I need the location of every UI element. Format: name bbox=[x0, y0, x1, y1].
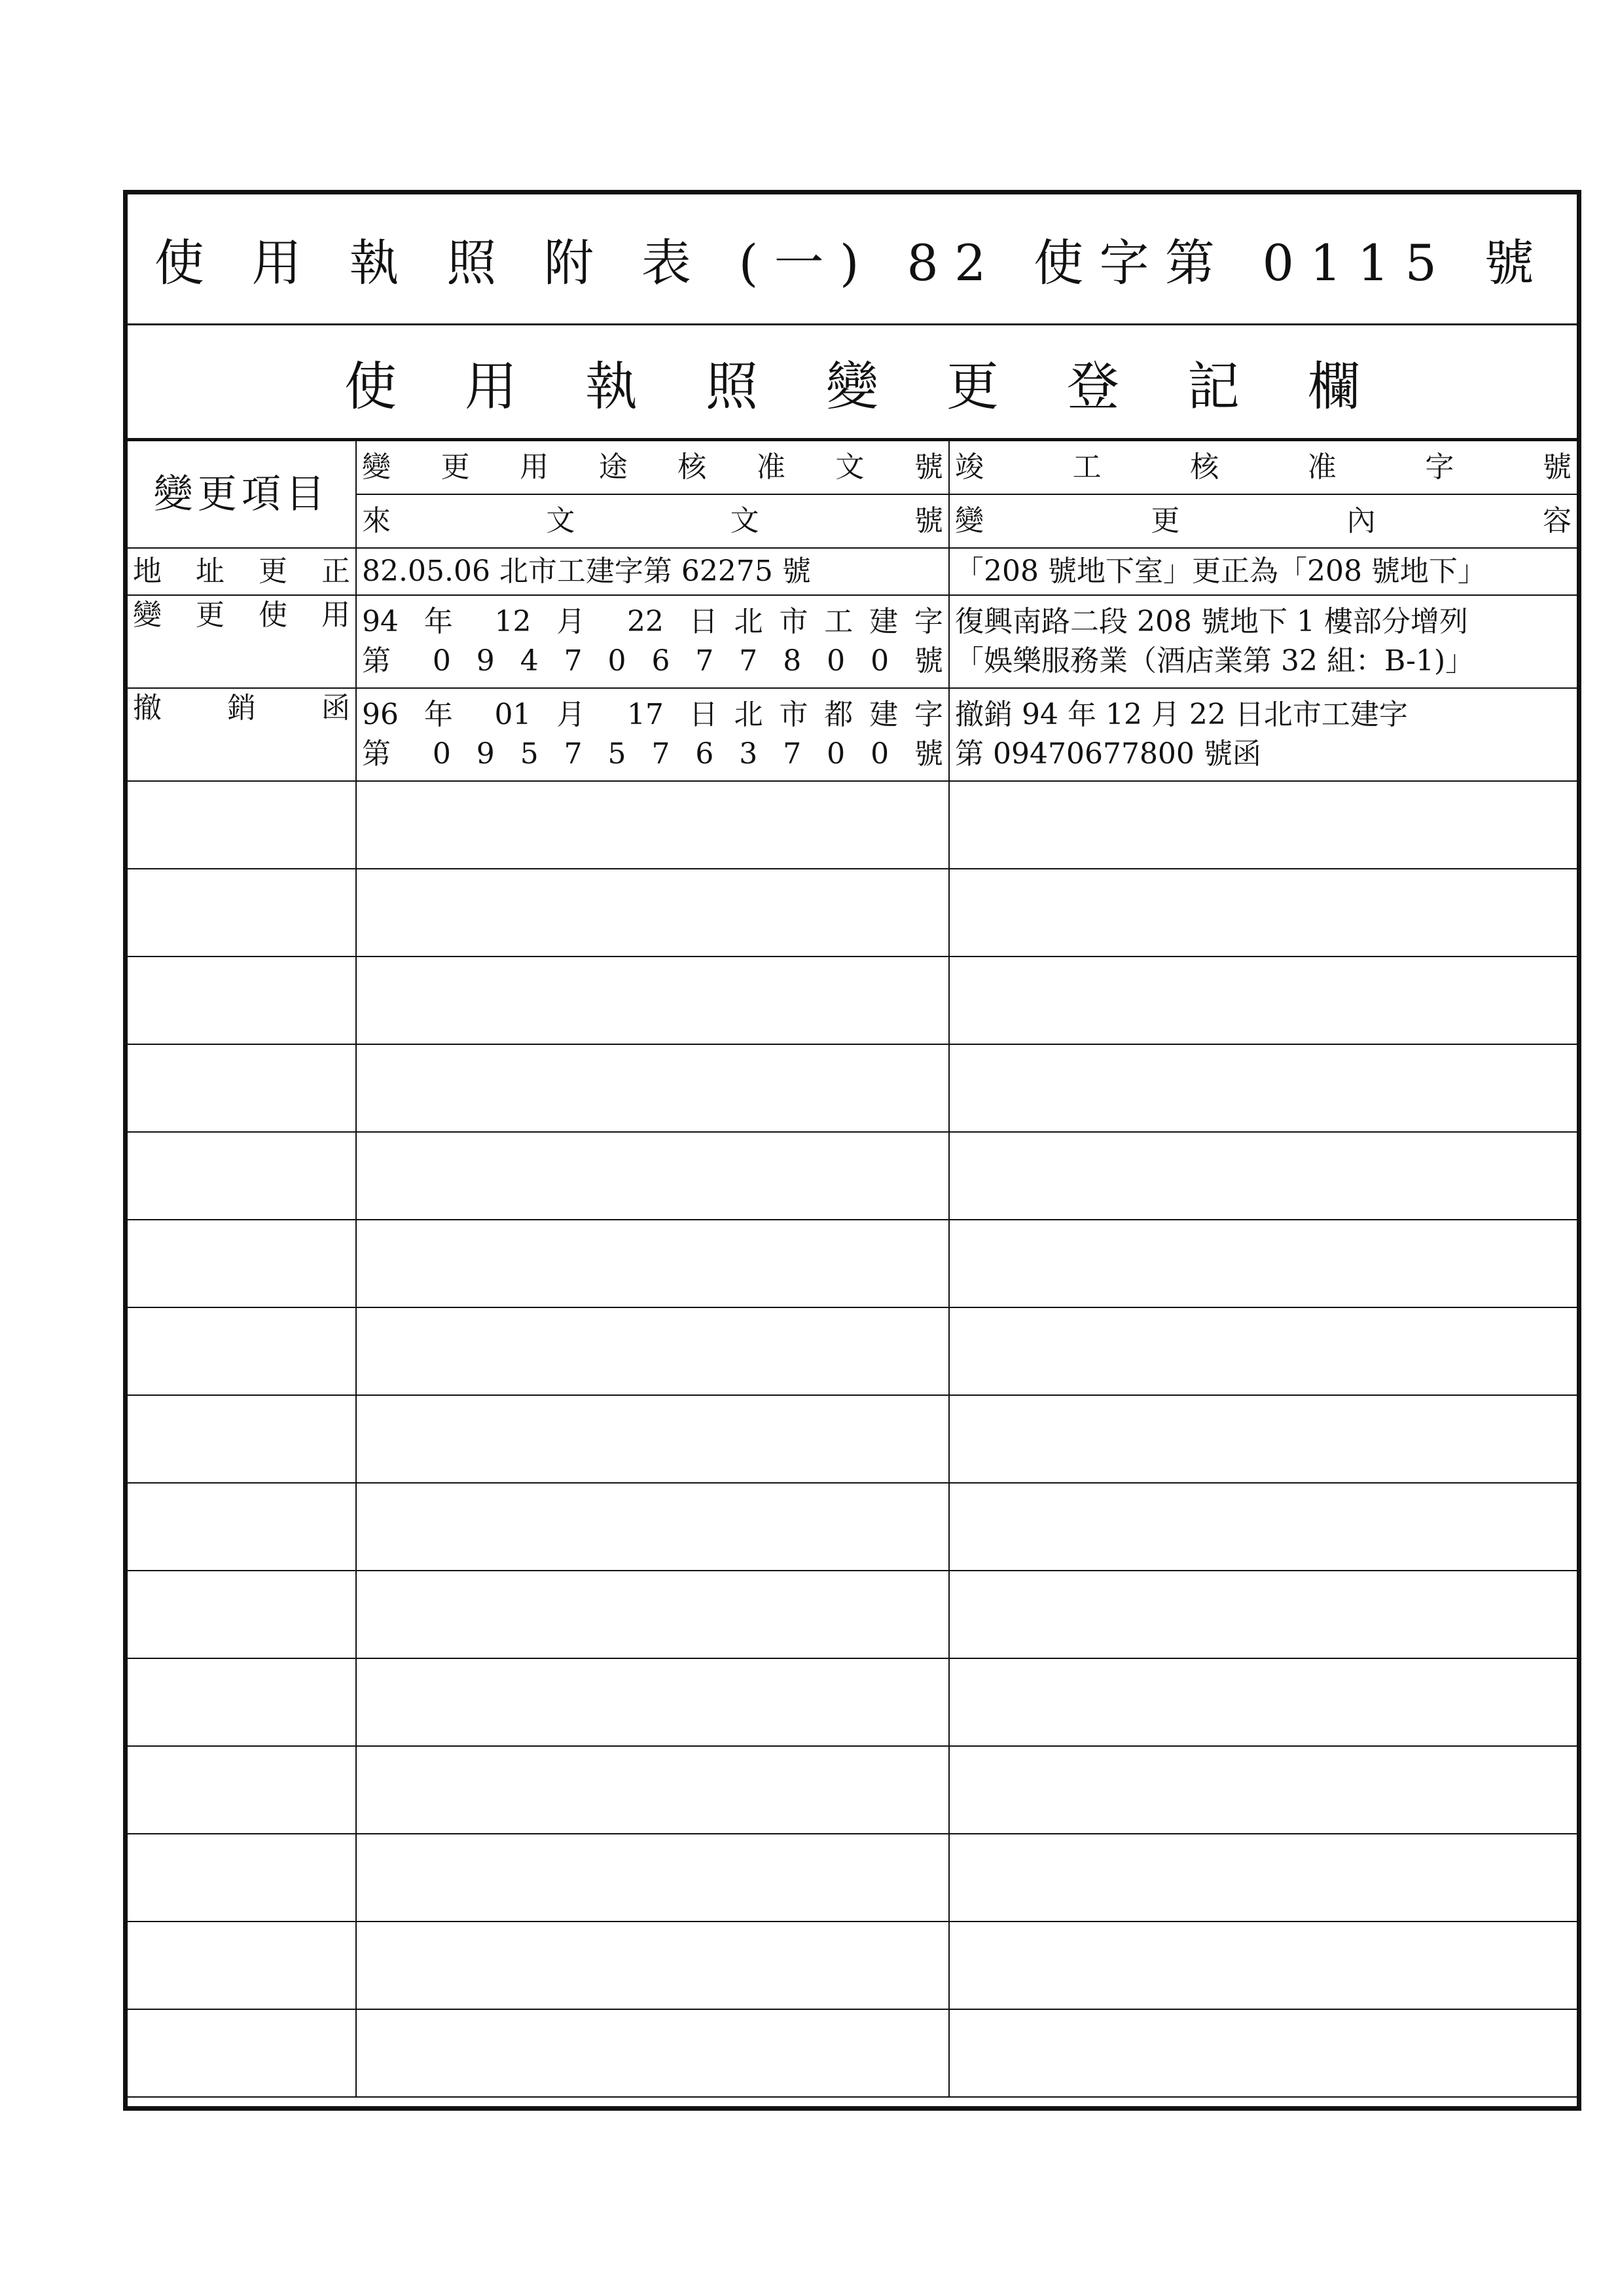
empty-cell bbox=[128, 1834, 356, 1922]
doc-line: 第 0 9 4 7 0 6 7 7 8 0 0 號 bbox=[362, 644, 943, 678]
empty-cell bbox=[128, 1658, 356, 1746]
row-item: 地址更正 bbox=[128, 548, 356, 595]
empty-cell bbox=[949, 869, 1577, 957]
empty-cell bbox=[128, 1483, 356, 1571]
row-item: 變更使用 bbox=[128, 595, 356, 688]
empty-cell bbox=[356, 781, 949, 869]
row-document-number bbox=[356, 548, 949, 595]
empty-cell bbox=[949, 1922, 1577, 2009]
table-row bbox=[128, 688, 1577, 781]
content-line: 「娛樂服務業（酒店業第 32 組：B-1)」 bbox=[955, 644, 1475, 678]
content-line: 第 09470677800 號函 bbox=[955, 737, 1261, 771]
empty-cell bbox=[949, 1044, 1577, 1132]
doc-line: 94 年 12 月 22 日北市工建字 bbox=[362, 605, 943, 638]
document-title: 使 用 執 照 附 表 (一) 82 使字第 0115 號 bbox=[154, 234, 1551, 292]
empty-cell bbox=[949, 1834, 1577, 1922]
empty-cell bbox=[356, 1834, 949, 1922]
empty-cell bbox=[356, 1658, 949, 1746]
header-incoming-number: 來文文號 bbox=[356, 494, 949, 548]
header-completion-number: 竣工核准字號 bbox=[949, 441, 1577, 494]
empty-cell bbox=[356, 1571, 949, 1658]
empty-row bbox=[128, 1044, 1577, 1132]
header-approval-number: 變更用途核准文號 bbox=[356, 441, 949, 494]
table-row bbox=[128, 548, 1577, 595]
empty-cell bbox=[128, 1132, 356, 1220]
empty-row bbox=[128, 1571, 1577, 1658]
empty-row bbox=[128, 1834, 1577, 1922]
empty-cell bbox=[356, 1746, 949, 1834]
empty-cell bbox=[128, 1571, 356, 1658]
empty-cell bbox=[949, 1307, 1577, 1395]
content-line: 復興南路二段 208 號地下 1 樓部分增列 bbox=[955, 605, 1468, 638]
title-bar bbox=[128, 194, 1577, 325]
empty-row bbox=[128, 1307, 1577, 1395]
empty-cell bbox=[128, 957, 356, 1044]
header-change-item: 變更項目 bbox=[128, 441, 356, 548]
empty-cell bbox=[949, 1483, 1577, 1571]
empty-cell bbox=[356, 1483, 949, 1571]
empty-row bbox=[128, 957, 1577, 1044]
empty-cell bbox=[128, 869, 356, 957]
table-row bbox=[128, 595, 1577, 688]
empty-cell bbox=[356, 869, 949, 957]
empty-cell bbox=[128, 1307, 356, 1395]
empty-cell bbox=[128, 1746, 356, 1834]
empty-cell bbox=[356, 1922, 949, 2009]
empty-cell bbox=[356, 2009, 949, 2097]
empty-row bbox=[128, 1922, 1577, 2009]
subtitle-bar bbox=[128, 325, 1577, 440]
empty-cell bbox=[949, 1746, 1577, 1834]
empty-cell bbox=[356, 1395, 949, 1483]
empty-cell bbox=[356, 957, 949, 1044]
empty-cell bbox=[128, 1220, 356, 1307]
empty-row bbox=[128, 2009, 1577, 2097]
empty-cell bbox=[356, 1220, 949, 1307]
row-document-number bbox=[356, 688, 949, 781]
row-change-content bbox=[949, 548, 1577, 595]
doc-line: 第 0 9 5 7 5 7 6 3 7 0 0 號 bbox=[362, 737, 943, 771]
header-row-1 bbox=[128, 441, 1577, 494]
empty-row bbox=[128, 1746, 1577, 1834]
empty-cell bbox=[356, 1307, 949, 1395]
change-register-table bbox=[128, 440, 1577, 2098]
empty-cell bbox=[949, 1571, 1577, 1658]
header-change-content: 變更內容 bbox=[949, 494, 1577, 548]
empty-cell bbox=[128, 1044, 356, 1132]
doc-line: 96 年 01 月 17 日北市都建字 bbox=[362, 698, 943, 731]
row-change-content bbox=[949, 595, 1577, 688]
empty-row bbox=[128, 1658, 1577, 1746]
empty-row bbox=[128, 1395, 1577, 1483]
row-change-content bbox=[949, 688, 1577, 781]
content-line: 撤銷 94 年 12 月 22 日北市工建字 bbox=[955, 698, 1408, 731]
empty-cell bbox=[949, 781, 1577, 869]
empty-cell bbox=[949, 2009, 1577, 2097]
empty-row bbox=[128, 781, 1577, 869]
empty-cell bbox=[128, 1395, 356, 1483]
empty-row bbox=[128, 1483, 1577, 1571]
empty-row bbox=[128, 1132, 1577, 1220]
empty-cell bbox=[949, 1658, 1577, 1746]
empty-cell bbox=[356, 1132, 949, 1220]
empty-row bbox=[128, 1220, 1577, 1307]
empty-cell bbox=[949, 1132, 1577, 1220]
empty-cell bbox=[128, 781, 356, 869]
empty-cell bbox=[949, 1220, 1577, 1307]
doc-line: 82.05.06 北市工建字第 62275 號 bbox=[362, 555, 811, 588]
empty-row bbox=[128, 869, 1577, 957]
empty-cell bbox=[949, 1395, 1577, 1483]
empty-cell bbox=[949, 957, 1577, 1044]
empty-cell bbox=[356, 1044, 949, 1132]
content-line: 「208 號地下室」更正為「208 號地下」 bbox=[955, 555, 1486, 588]
document-subtitle: 使用執照變更登記欄 bbox=[344, 355, 1428, 417]
license-form bbox=[123, 190, 1581, 2111]
row-item: 撤銷函 bbox=[128, 688, 356, 781]
row-document-number bbox=[356, 595, 949, 688]
empty-cell bbox=[128, 1922, 356, 2009]
empty-cell bbox=[128, 2009, 356, 2097]
